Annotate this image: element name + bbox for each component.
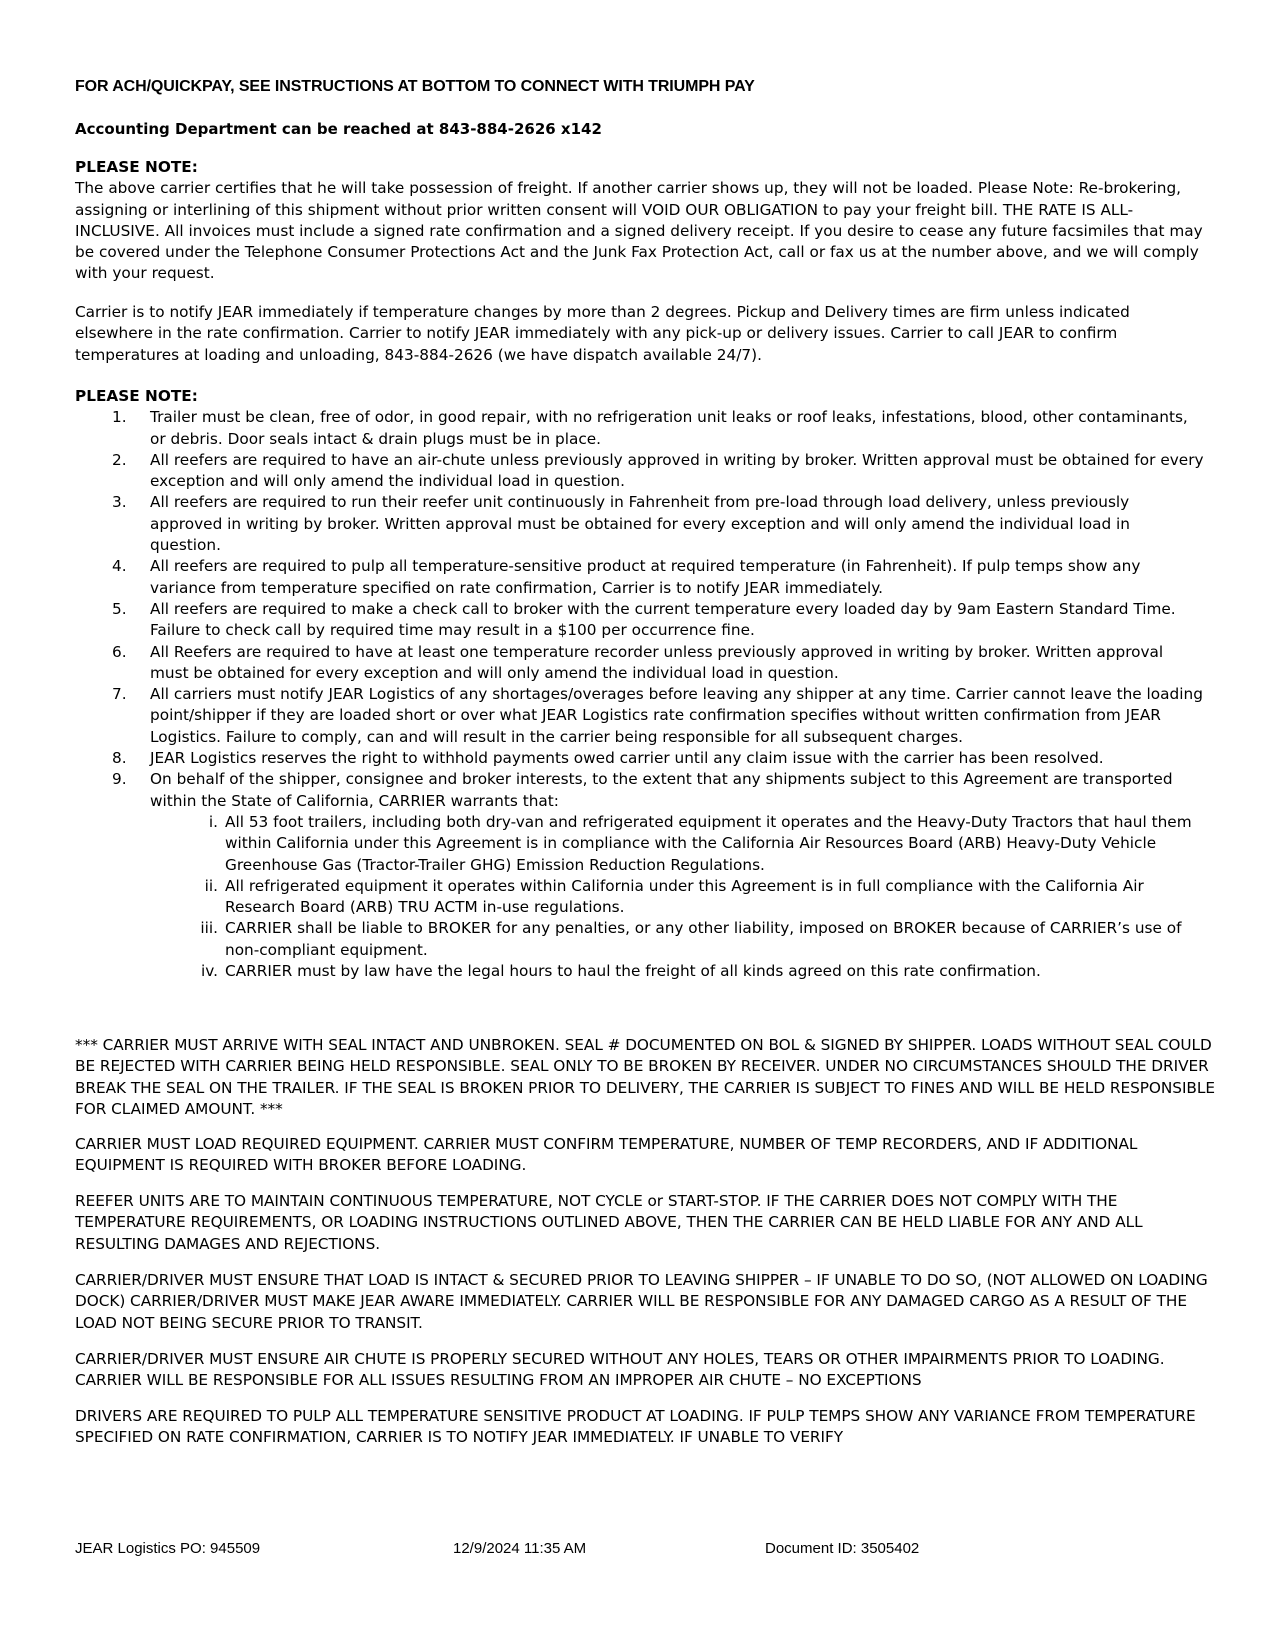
list-number: 3. [112,493,127,512]
sub-list-number: i. [208,812,218,831]
list-item [75,599,1205,642]
equipment-requirement-paragraph: CARRIER MUST LOAD REQUIRED EQUIPMENT. CARRIER MUST CONFIRM TEMPERATURE, NUMBER OF TEMP RECORDERS, AND IF ADDITIONAL EQUIPMENT IS REQUIRED WITH BROKER BEFORE LOADING. [75,1135,1138,1175]
load-security-paragraph: CARRIER/DRIVER MUST ENSURE THAT LOAD IS INTACT & SECURED PRIOR TO LEAVING SHIPPER – IF UNABLE TO DO SO, (NOT ALLOWED ON LOADING DOCK) CARRIER/DRIVER MUST MAKE JEAR AWARE IMMEDIATELY. CARRIER WILL BE RESPONSIBLE FOR ANY DAMAGED CARGO AS A RESULT OF THE LOAD NOT BEING SECURE PRIOR TO TRANSIT. [75,1271,1208,1332]
sub-list-item [150,918,1205,961]
rules-list [75,407,1205,982]
list-item [75,492,1205,556]
sub-list-text: All refrigerated equipment it operates within California under this Agreement is in full compliance with the California Air Research Board (ARB) TRU ACTM in-use regulations. [225,876,1144,917]
california-warranties-list [150,812,1205,982]
list-text: All reefers are required to make a check call to broker with the current temperature every loaded day by 9am Eastern Standard Time. Failure to check call by required time may result in a $100 per occurrence fine. [150,599,1176,640]
sub-list-item [150,812,1205,876]
sub-list-number: iii. [200,919,218,938]
sub-list-text: All 53 foot trailers, including both dry-van and refrigerated equipment it operates and the Heavy-Duty Tractors that haul them within California under this Agreement is in compliance with the California Air Resources Board (ARB) Heavy-Duty Vehicle Greenhouse Gas (Tractor-Trailer GHG) Emission Reduction Regulations. [225,812,1192,874]
seal-requirement-paragraph: *** CARRIER MUST ARRIVE WITH SEAL INTACT AND UNBROKEN. SEAL # DOCUMENTED ON BOL & SIGNED BY SHIPPER. LOADS WITHOUT SEAL COULD BE REJECTED WITH CARRIER BEING HELD RESPONSIBLE. SEAL ONLY TO BE BROKEN BY RECEIVER. UNDER NO CIRCUMSTANCES SHOULD THE DRIVER BREAK THE SEAL ON THE TRAILER. IF THE SEAL IS BROKEN PRIOR TO DELIVERY, THE CARRIER IS SUBJECT TO FINES AND WILL BE HELD RESPONSIBLE FOR CLAIMED AMOUNT. *** [75,1036,1215,1118]
sub-list-item [150,961,1205,982]
list-text: All carriers must notify JEAR Logistics of any shortages/overages before leaving any shipper at any time. Carrier cannot leave the loading point/shipper if they are loaded short or over what JEAR Logistics rate confirmation specifies without written confirmation from JEAR Logistics. Failure to comply, can and will result in the carrier being responsible for all subsequent charges. [150,685,1203,746]
sub-list-text: CARRIER shall be liable to BROKER for any penalties, or any other liability, imposed on BROKER because of CARRIER’s use of non-compliant equipment. [225,919,1182,959]
list-number: 4. [112,557,127,576]
reefer-temperature-paragraph: REEFER UNITS ARE TO MAINTAIN CONTINUOUS TEMPERATURE, NOT CYCLE or START-STOP. IF THE CARRIER DOES NOT COMPLY WITH THE TEMPERATURE REQUIREMENTS, OR LOADING INSTRUCTIONS OUTLINED ABOVE, THEN THE CARRIER CAN BE HELD LIABLE FOR ANY AND ALL RESULTING DAMAGES AND REJECTIONS. [75,1192,1143,1253]
list-number: 2. [112,450,127,469]
list-item [75,407,1205,450]
list-item [75,642,1205,685]
list-text: JEAR Logistics reserves the right to withhold payments owed carrier until any claim issue with the carrier has been resolved. [150,749,1104,768]
list-item [75,748,1205,769]
temperature-notice-paragraph: Carrier is to notify JEAR immediately if temperature changes by more than 2 degrees. Pickup and Delivery times are firm unless indicated elsewhere in the rate confirmation. Carrier to notify JEAR immediately with any pick-up or delivery issues. Carrier to call JEAR to confirm temperatures at loading and unloading, 843-884-2626 (we have dispatch available 24/7). [75,303,1130,364]
list-number: 8. [112,749,127,768]
air-chute-paragraph: CARRIER/DRIVER MUST ENSURE AIR CHUTE IS PROPERLY SECURED WITHOUT ANY HOLES, TEARS OR OTHER IMPAIRMENTS PRIOR TO LOADING. CARRIER WILL BE RESPONSIBLE FOR ALL ISSUES RESULTING FROM AN IMPROPER AIR CHUTE – NO EXCEPTIONS [75,1350,1165,1390]
list-number: 5. [112,599,127,618]
sub-list-item [150,876,1205,919]
list-item [75,556,1205,599]
list-number: 7. [112,685,127,704]
please-note-heading: PLEASE NOTE: [75,387,198,405]
carrier-certification-paragraph: The above carrier certifies that he will take possession of freight. If another carrier shows up, they will not be loaded. Please Note: Re-brokering, assigning or interlining of this shipment without prior written consent will VOID OUR OBLIGATION to pay your freight bill. THE RATE IS ALL-INCLUSIVE. All invoices must include a signed rate confirmation and a signed delivery receipt. If you desire to cease any future facsimiles that may be covered under the Telephone Consumer Protections Act and the Junk Fax Protection Act, call or fax us at the number above, and we will comply with your request. [75,179,1203,283]
print-datetime: 12/9/2024 11:35 AM [453,1540,587,1557]
po-number: JEAR Logistics PO: 945509 [75,1540,261,1557]
please-note-section-1 [75,157,1205,285]
accounting-contact: Accounting Department can be reached at 843-884-2626 x142 [75,120,602,138]
list-item [75,450,1205,493]
list-text: All reefers are required to have an air-chute unless previously approved in writing by broker. Written approval must be obtained for every exception and will only amend the individual load in question. [150,450,1204,491]
please-note-heading: PLEASE NOTE: [75,158,198,176]
sub-list-number: ii. [204,876,218,895]
document-id: Document ID: 3505402 [765,1540,920,1557]
list-number: 9. [112,770,127,789]
ach-instructions-heading: FOR ACH/QUICKPAY, SEE INSTRUCTIONS AT BOTTOM TO CONNECT WITH TRIUMPH PAY [75,78,755,95]
sub-list-number: iv. [201,962,218,981]
sub-list-text: CARRIER must by law have the legal hours to haul the freight of all kinds agreed on this rate confirmation. [225,962,1041,981]
list-item [75,769,1205,982]
list-number: 6. [112,642,127,661]
list-item [75,684,1205,748]
list-text: All Reefers are required to have at least one temperature recorder unless previously approved in writing by broker. Written approval must be obtained for every exception and will only amend the individual load in question. [150,642,1164,682]
list-text: All reefers are required to run their reefer unit continuously in Fahrenheit from pre-load through load delivery, unless previously approved in writing by broker. Written approval must be obtained for every exception and will only amend the individual load in question. [150,493,1130,555]
list-text: On behalf of the shipper, consignee and broker interests, to the extent that any shipments subject to this Agreement are transported within the State of California, CARRIER warrants that: [150,770,1173,810]
list-text: All reefers are required to pulp all temperature-sensitive product at required temperature (in Fahrenheit). If pulp temps show any variance from temperature specified on rate confirmation, Carrier is to notify JEAR immediately. [150,557,1141,597]
list-number: 1. [112,408,127,427]
pulp-temperature-paragraph: DRIVERS ARE REQUIRED TO PULP ALL TEMPERATURE SENSITIVE PRODUCT AT LOADING. IF PULP TEMPS SHOW ANY VARIANCE FROM TEMPERATURE SPECIFIED ON RATE CONFIRMATION, CARRIER IS TO NOTIFY JEAR IMMEDIATELY. IF UNABLE TO VERIFY [75,1407,1196,1447]
list-text: Trailer must be clean, free of odor, in good repair, with no refrigeration unit leaks or roof leaks, infestations, blood, other contaminants, or debris. Door seals intact & drain plugs must be in place. [150,408,1188,448]
please-note-section-2 [75,386,1205,982]
